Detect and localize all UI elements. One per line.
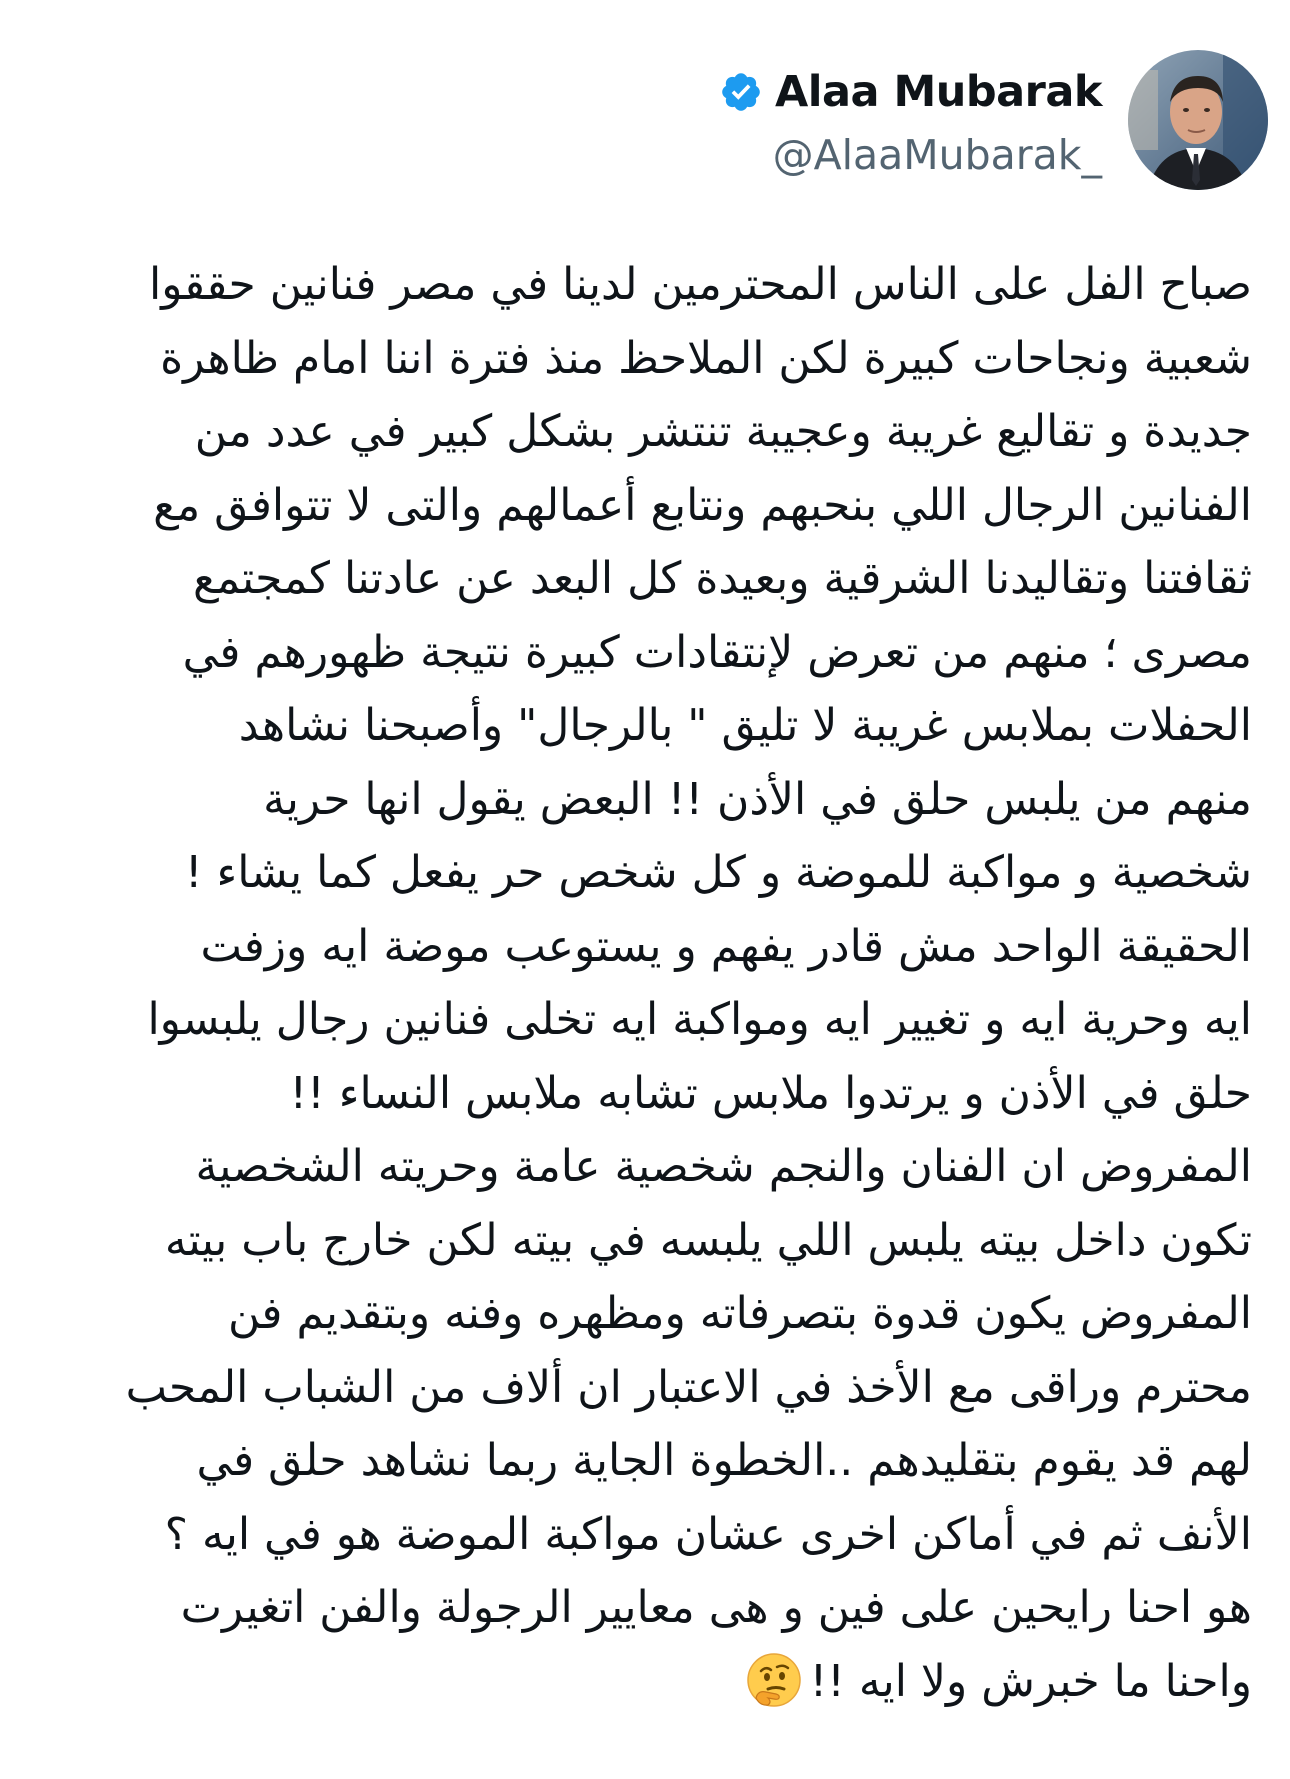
tweet-line: ثقافتنا وتقاليدنا الشرقية وبعيدة كل البعد عن عادتنا كمجتمع <box>193 553 1252 604</box>
tweet-line: شخصية و مواكبة للموضة و كل شخص حر يفعل كما يشاء ! <box>184 847 1252 898</box>
tweet-line: صباح الفل على الناس المحترمين لدينا في مصر فنانين حققوا <box>149 259 1252 310</box>
tweet-line: الفنانين الرجال اللي بنحبهم ونتابع أعمالهم والتى لا تتوافق مع <box>153 479 1252 531</box>
tweet-line: الأنف ثم في أماكن اخرى عشان مواكبة الموضة هو في ايه ؟ <box>164 1508 1252 1560</box>
tweet-line: مصرى ؛ منهم من تعرض لإنتقادات كبيرة نتيجة ظهورهم في <box>182 626 1252 678</box>
tweet-line: شعبية ونجاحات كبيرة لكن الملاحظ منذ فترة اننا امام ظاهرة <box>160 332 1252 384</box>
tweet-line: لهم قد يقوم بتقليدهم ..الخطوة الجاية ربما نشاهد حلق في <box>196 1435 1252 1486</box>
name-row <box>719 61 1102 123</box>
tweet-header <box>719 52 1268 187</box>
tweet-line: الحقيقة الواحد مش قادر يفهم و يستوعب موضة ايه وزفت <box>200 920 1252 972</box>
tweet-line: محترم وراقى مع الأخذ في الاعتبار ان ألاف من الشباب المحب <box>125 1361 1252 1413</box>
display-name[interactable]: Alaa Mubarak <box>774 66 1102 117</box>
tweet-line-text: واحنا ما خبرش ولا ايه !! <box>809 1655 1252 1707</box>
user-handle[interactable]: @AlaaMubarak_ <box>772 130 1102 179</box>
tweet-line: تكون داخل بيته يلبس اللي يلبسه في بيته لكن خارج باب بيته <box>164 1214 1252 1266</box>
thinking-face-icon <box>746 1652 802 1708</box>
user-meta <box>719 61 1102 179</box>
tweet-line: ايه وحرية ايه و تغيير ايه ومواكبة ايه تخلى فنانين رجال يلبسوا <box>147 994 1252 1045</box>
verified-badge-icon <box>719 70 763 114</box>
tweet-line: حلق في الأذن و يرتدوا ملابس تشابه ملابس النساء !! <box>289 1067 1252 1119</box>
tweet-line: المفروض يكون قدوة بتصرفاته ومظهره وفنه وبتقديم فن <box>227 1288 1252 1339</box>
tweet-line: منهم من يلبس حلق في الأذن !! البعض يقول انها حرية <box>263 773 1252 825</box>
tweet-last-line <box>38 1645 1252 1719</box>
tweet-line: المفروض ان الفنان والنجم شخصية عامة وحريته الشخصية <box>195 1141 1252 1192</box>
tweet-text <box>38 248 1252 1718</box>
avatar[interactable] <box>1128 50 1268 190</box>
tweet-line: جديدة و تقاليع غريبة وعجيبة تنتشر بشكل كبير في عدد من <box>194 406 1252 457</box>
tweet-line: الحفلات بملابس غريبة لا تليق " بالرجال" وأصبحنا نشاهد <box>238 700 1252 751</box>
tweet-line: هو احنا رايحين على فين و هى معايير الرجولة والفن اتغيرت <box>180 1582 1252 1633</box>
